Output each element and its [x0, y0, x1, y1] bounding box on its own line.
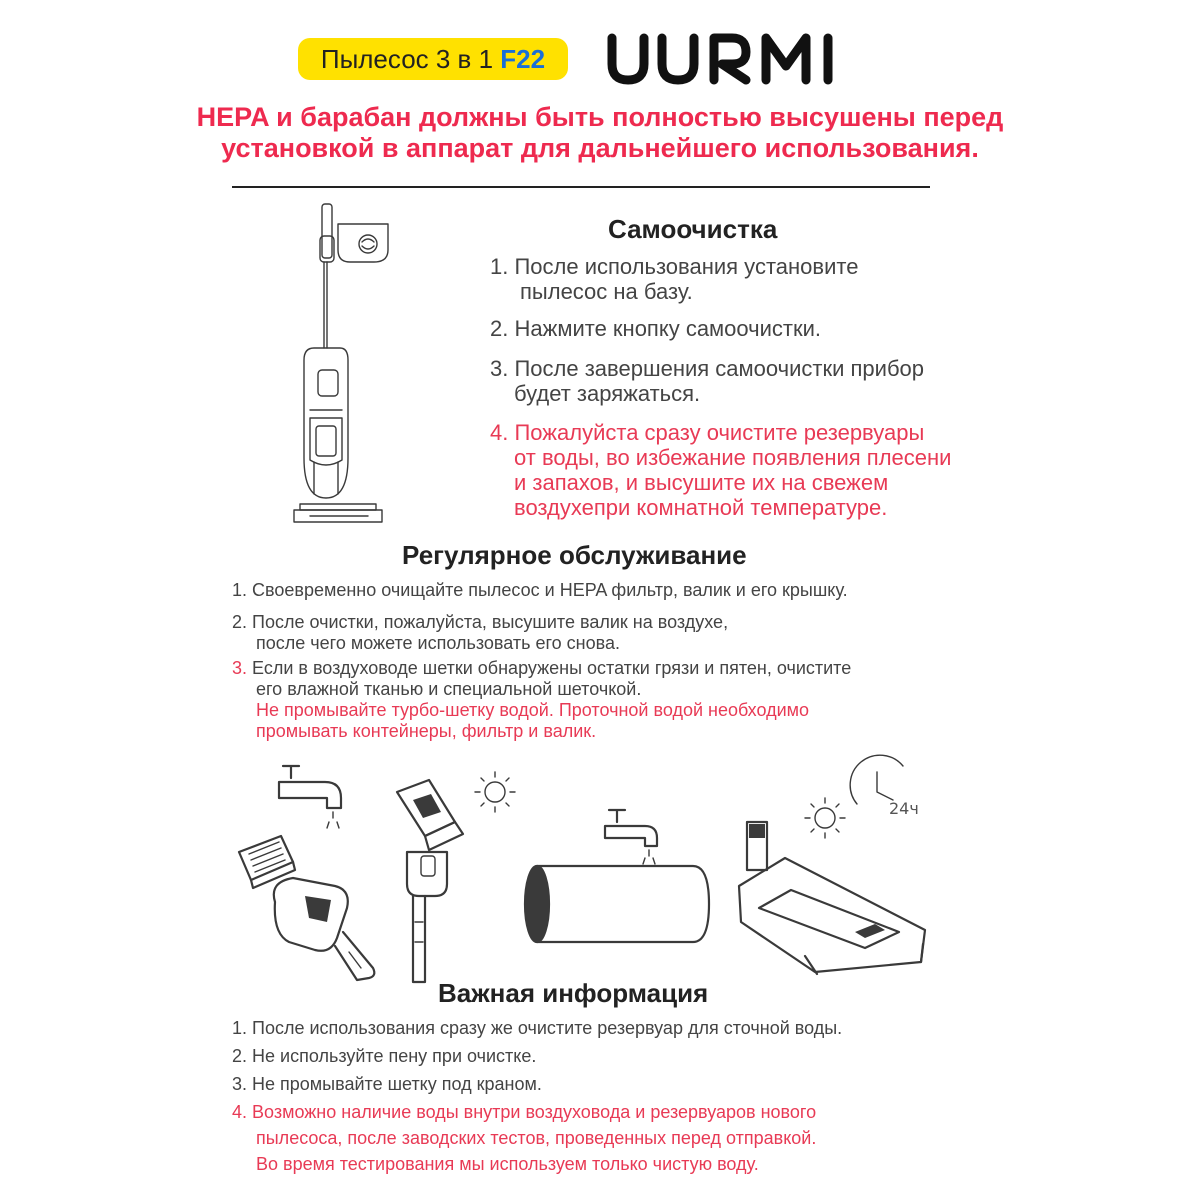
- vacuum-station-illustration: [280, 198, 400, 538]
- badge-model: F22: [500, 44, 546, 74]
- list-item-warning: 4. Пожалуйста сразу очистите резервуары: [490, 420, 925, 445]
- water-tap-icon: [605, 810, 657, 864]
- cleaning-parts-illustration: [225, 752, 945, 992]
- uurmi-logo: [604, 32, 840, 86]
- list-item-continuation: Во время тестирования мы используем только чистую воду.: [256, 1154, 759, 1174]
- list-item: 2. Не используйте пену при очистке.: [232, 1046, 537, 1066]
- list-item: 1. После использования сразу же очистите резервуар для сточной воды.: [232, 1018, 843, 1038]
- important-title: Важная информация: [438, 978, 709, 1008]
- timer-label: 24ч: [889, 799, 919, 818]
- list-item-continuation: от воды, во избежание появления плесени: [514, 445, 952, 470]
- sun-icon: [805, 798, 845, 838]
- water-tap-icon: [279, 766, 341, 828]
- warning-line-2: установкой в аппарат для дальнейшего использования.: [221, 133, 979, 163]
- maintenance-warning-line-2: промывать контейнеры, фильтр и валик.: [256, 721, 597, 741]
- list-item-continuation: будет заряжаться.: [514, 381, 701, 406]
- list-item: 3. Если в воздуховоде шетки обнаружены остатки грязи и пятен, очистите: [232, 658, 852, 678]
- list-item: 3. Не промывайте шетку под краном.: [232, 1074, 542, 1094]
- maintenance-warning-line-1: Не промывайте турбо-шетку водой. Проточной водой необходимо: [256, 700, 810, 720]
- base-station-tray: [739, 822, 925, 974]
- product-badge: [298, 38, 568, 80]
- badge-text: Пылесос 3 в 1: [320, 44, 501, 74]
- list-item-continuation: и запахов, и высушите их на свежем: [514, 470, 889, 495]
- maintenance-list: [232, 580, 952, 750]
- list-item-continuation: пылесоса, после заводских тестов, проведенных перед отправкой.: [256, 1128, 817, 1148]
- dust-container: [274, 878, 375, 980]
- list-item-continuation: после чего можете использовать его снова.: [256, 633, 621, 653]
- list-item: 3. После завершения самоочистки прибор: [490, 356, 925, 381]
- list-item: 1. Своевременно очищайте пылесос и HEPA фильтр, валик и его крышку.: [232, 580, 848, 600]
- handheld-unit: [397, 780, 463, 982]
- clock-icon: [850, 755, 919, 818]
- drying-warning: [100, 102, 1100, 164]
- list-item-continuation: его влажной тканью и специальной шеточкой.: [256, 679, 642, 699]
- divider: [232, 186, 930, 188]
- important-list: [232, 1018, 972, 1178]
- warning-line-1: HEPA и барабан должны быть полностью высушены перед: [196, 102, 1004, 132]
- roller-brush: [525, 866, 709, 942]
- list-item: 2. Нажмите кнопку самоочистки.: [490, 316, 822, 341]
- self-cleaning-title: Самоочистка: [608, 214, 778, 244]
- maintenance-title: Регулярное обслуживание: [402, 540, 747, 570]
- list-item: 2. После очистки, пожалуйста, высушите валик на воздухе,: [232, 612, 729, 632]
- list-item-warning: 4. Возможно наличие воды внутри воздуховода и резервуаров нового: [232, 1102, 817, 1122]
- list-item-continuation: воздухепри комнатной температуре.: [514, 495, 888, 520]
- self-cleaning-list: [490, 254, 1010, 524]
- list-item: 1. После использования установите: [490, 254, 859, 279]
- list-item-continuation: пылесос на базу.: [520, 279, 693, 304]
- sun-icon: [475, 772, 515, 812]
